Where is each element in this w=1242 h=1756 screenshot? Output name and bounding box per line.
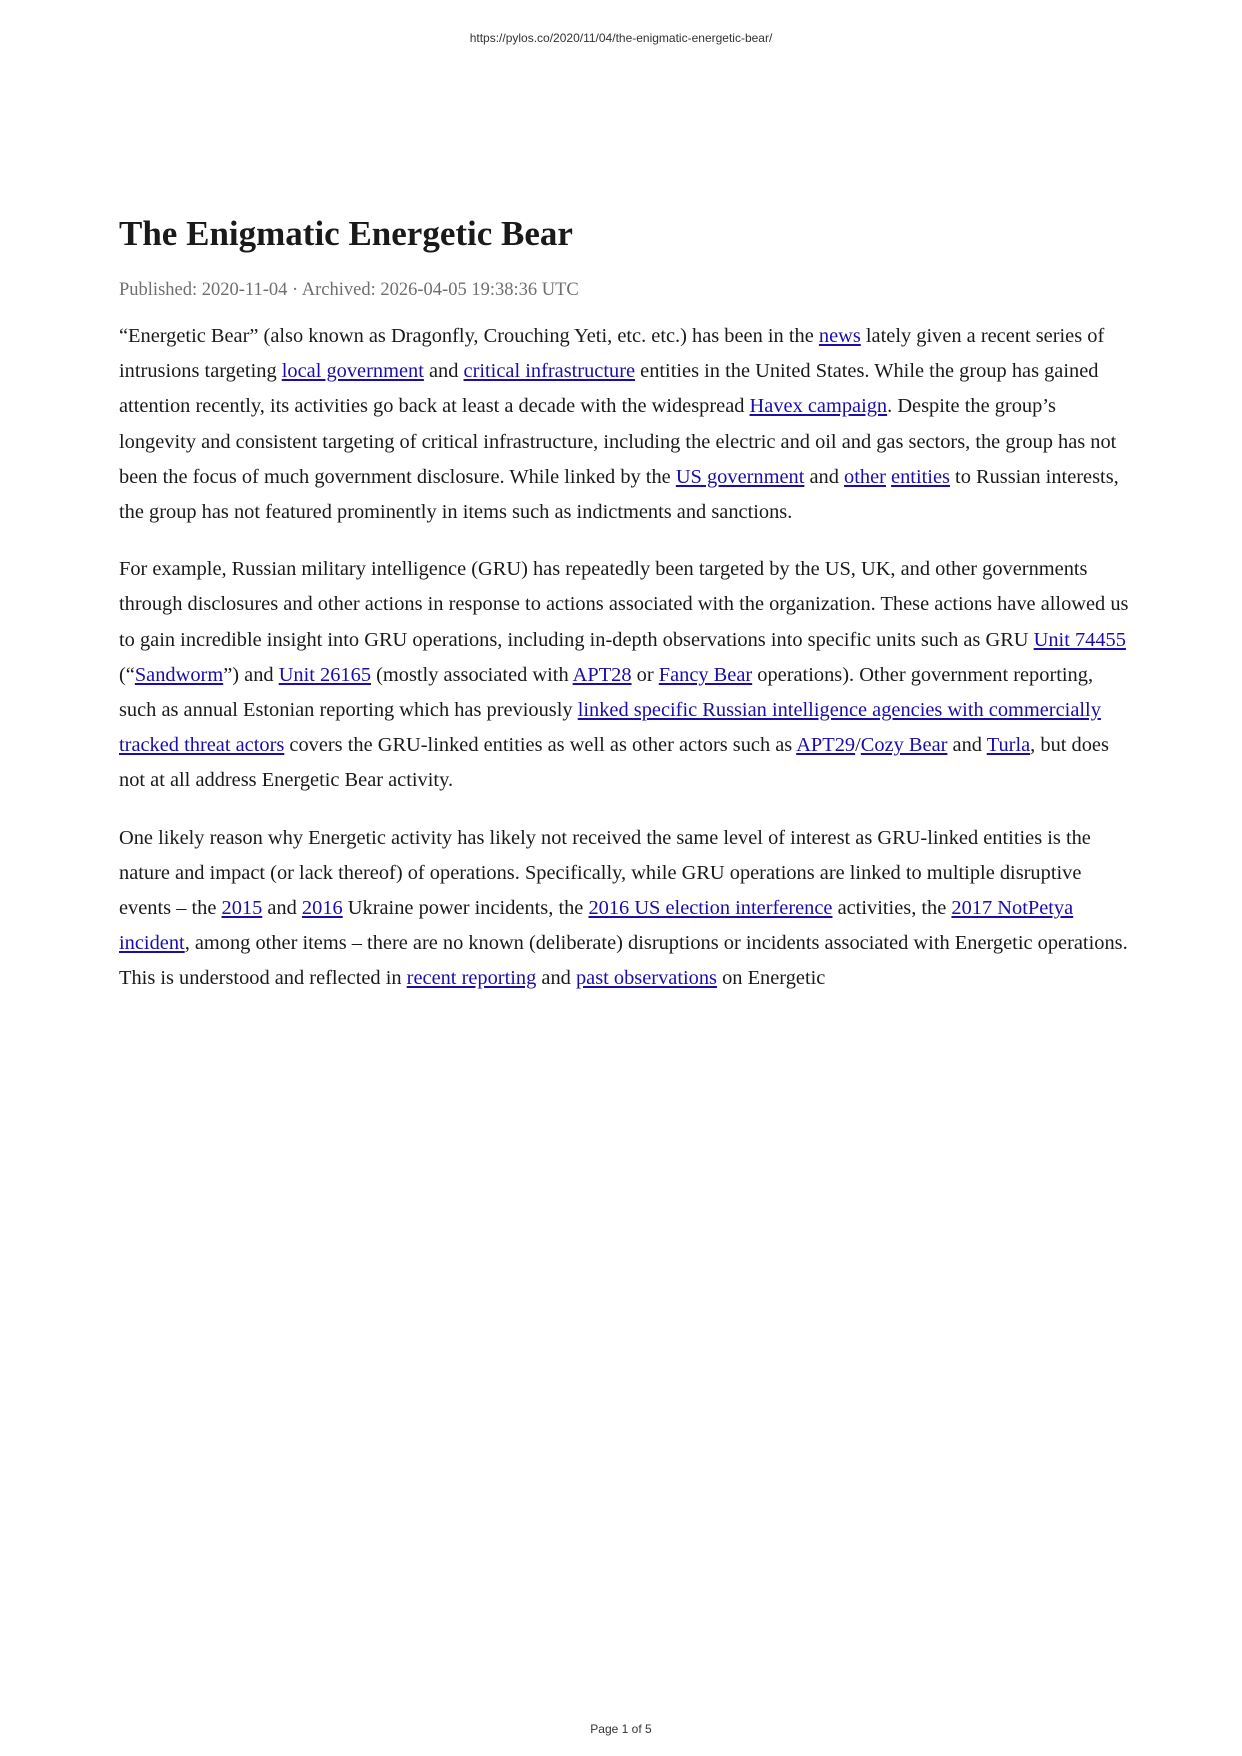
paragraph-text: lately given a recent series of intrusions targeting bbox=[119, 325, 1105, 383]
local-government-link[interactable]: local government bbox=[281, 360, 424, 383]
paragraph-text: / bbox=[855, 734, 861, 757]
2016-link[interactable]: 2016 bbox=[301, 897, 343, 920]
article-paragraph bbox=[119, 319, 1129, 530]
paragraph-text: and bbox=[423, 360, 464, 383]
paragraph-text: and bbox=[262, 897, 302, 920]
paragraph-text: One likely reason why Energetic activity has likely not received the same level of interest as GRU-linked entities is the nature and impact (or lack thereof) of operations. Specifically, while GRU operations are linked to multiple disruptive events – the bbox=[119, 826, 1091, 920]
paragraph-text: For example, Russian military intelligence (GRU) has repeatedly been targeted by the US, UK, and other governments through disclosures and other actions in response to actions associated with the organization. These actions have allowed us to gain incredible insight into GRU operations, including in-depth observations into specific units such as GRU bbox=[119, 558, 1129, 651]
estonian-reporting-link[interactable]: linked specific Russian intelligence agencies with commercially tracked threat actors bbox=[119, 699, 1101, 757]
publish-meta: Published: 2020-11-04 · Archived: 2026-04-05 19:38:36 UTC bbox=[119, 280, 579, 300]
paragraph-text: entities in the United States. While the group has gained attention recently, its activities go back at least a decade with the widespread bbox=[119, 360, 1099, 418]
paragraph-text: “Energetic Bear” (also known as Dragonfly, Crouching Yeti, etc. etc.) has been in the bbox=[119, 325, 819, 347]
page-url: https://pylos.co/2020/11/04/the-enigmatic-energetic-bear/ bbox=[469, 31, 773, 45]
past-observations-link[interactable]: past observations bbox=[575, 967, 717, 990]
paragraph-text: and bbox=[536, 967, 576, 990]
other-link[interactable]: other bbox=[844, 465, 886, 488]
entities-link[interactable]: entities bbox=[891, 465, 950, 488]
paragraph-text: and bbox=[804, 465, 845, 488]
news-link[interactable]: news bbox=[818, 325, 861, 347]
paragraph-text: or bbox=[631, 663, 659, 686]
paragraph-text: , but does not at all address Energetic Bear activity. bbox=[119, 734, 1109, 792]
paragraph-text: covers the GRU-linked entities as well as other actors such as bbox=[284, 734, 797, 757]
critical-infrastructure-link[interactable]: critical infrastructure bbox=[463, 360, 636, 383]
paragraph-text: Ukraine power incidents, the bbox=[342, 897, 589, 920]
page-number: Page 1 of 5 bbox=[590, 1722, 652, 1736]
sandworm-link[interactable]: Sandworm bbox=[134, 663, 224, 686]
paragraph-text: to Russian interests, the group has not featured prominently in items such as indictments and sanctions. bbox=[119, 465, 1119, 524]
unit-26165-link[interactable]: Unit 26165 bbox=[278, 663, 372, 686]
havex-campaign-link[interactable]: Havex campaign bbox=[749, 395, 888, 418]
paragraph-text: operations). Other government reporting, such as annual Estonian reporting which has previously bbox=[119, 663, 1094, 722]
article-paragraph bbox=[119, 552, 1129, 798]
apt29-link[interactable]: APT29 bbox=[796, 734, 856, 757]
notpetya-link[interactable]: 2017 NotPetya incident bbox=[119, 897, 1074, 955]
turla-link[interactable]: Turla bbox=[986, 734, 1031, 757]
us-government-link[interactable]: US government bbox=[675, 465, 805, 488]
paragraph-text: . Despite the group’s longevity and consistent targeting of critical infrastructure, including the electric and oil and gas sectors, the group has not been the focus of much government disclosure. While linked by the bbox=[119, 395, 1117, 488]
fancy-bear-link[interactable]: Fancy Bear bbox=[658, 663, 753, 686]
paragraph-text: , among other items – there are no known (deliberate) disruptions or incidents associated with Energetic operations. This is understood and reflected in bbox=[119, 932, 1128, 990]
paragraph-text: ”) and bbox=[223, 663, 279, 686]
apt28-link[interactable]: APT28 bbox=[572, 663, 632, 686]
article bbox=[119, 212, 1129, 997]
election-interference-link[interactable]: 2016 US election interference bbox=[588, 897, 833, 920]
article-body bbox=[119, 319, 1129, 997]
paragraph-text: (mostly associated with bbox=[371, 663, 573, 686]
cozy-bear-link[interactable]: Cozy Bear bbox=[860, 734, 948, 757]
article-paragraph bbox=[119, 821, 1129, 997]
2015-link[interactable]: 2015 bbox=[221, 897, 263, 920]
paragraph-text: on Energetic bbox=[716, 967, 826, 990]
paragraph-text: and bbox=[947, 734, 987, 757]
article-title: The Enigmatic Energetic Bear bbox=[119, 214, 573, 253]
recent-reporting-link[interactable]: recent reporting bbox=[406, 967, 537, 990]
paragraph-text: activities, the bbox=[832, 897, 952, 920]
unit-74455-link[interactable]: Unit 74455 bbox=[1033, 628, 1126, 651]
paragraph-text: (“ bbox=[119, 663, 135, 686]
